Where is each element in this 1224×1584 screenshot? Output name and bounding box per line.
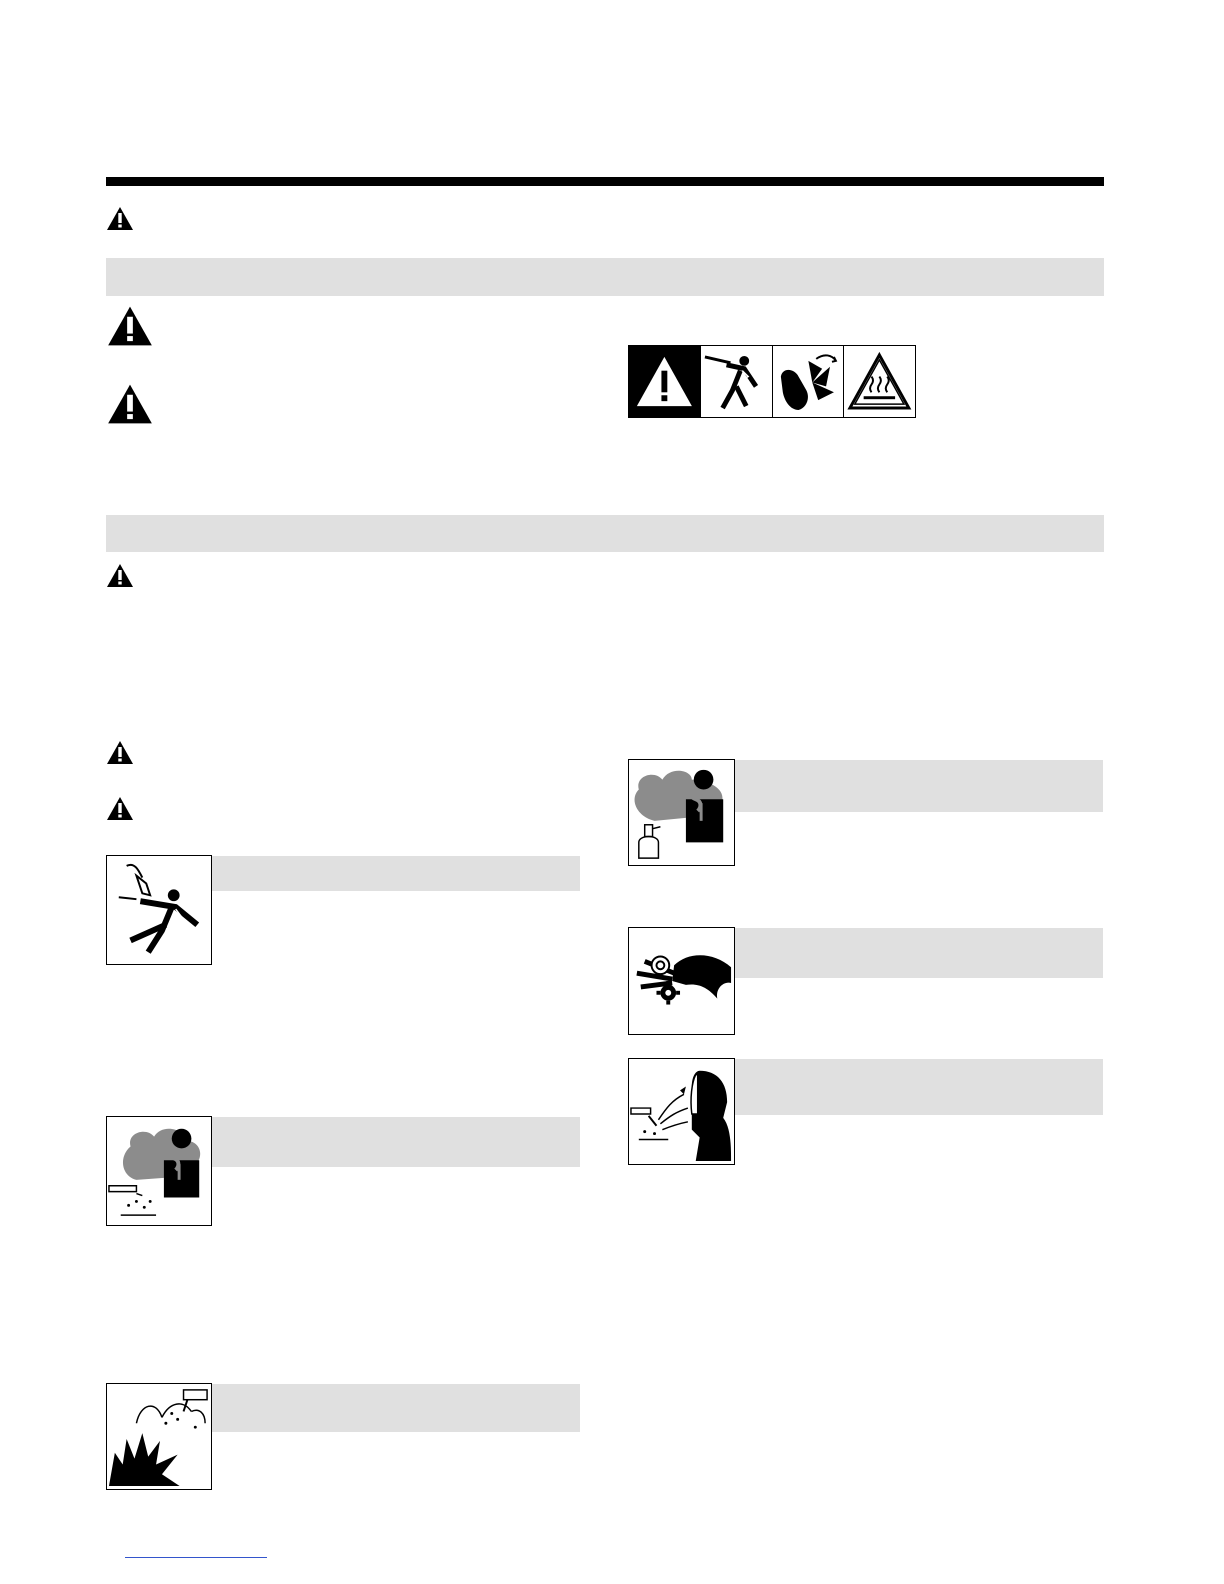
section-band-2: [106, 515, 1104, 552]
hot-surface-icon: [844, 346, 915, 417]
warning-triangle-icon: [106, 563, 134, 588]
moving-parts-fan-icon: [773, 346, 845, 417]
warning-triangle-icon: [106, 383, 154, 425]
arc-rays-helmet-icon: [628, 1058, 735, 1165]
hazard-symbol-strip: [628, 345, 916, 418]
warning-triangle-icon: [106, 206, 134, 231]
hazard-header-band: [735, 760, 1103, 812]
electric-shock-icon: [106, 855, 212, 965]
hazard-header-band: [212, 856, 580, 891]
header-rule: [106, 177, 1104, 186]
hazard-header-band: [735, 928, 1103, 978]
danger-triangle-icon: [106, 305, 154, 347]
hazard-header-band: [212, 1117, 580, 1167]
hazard-header-band: [735, 1059, 1103, 1115]
hazard-header-band: [212, 1384, 580, 1432]
cylinder-fumes-icon: [628, 759, 735, 866]
footer-link-underline[interactable]: [125, 1557, 267, 1558]
warning-triangle-icon: [106, 740, 134, 765]
fumes-gases-icon: [106, 1116, 212, 1226]
warning-icon: [629, 346, 701, 417]
section-band-1: [106, 258, 1104, 296]
moving-parts-gears-icon: [628, 927, 735, 1035]
warning-triangle-icon: [106, 796, 134, 821]
electric-shock-icon: [701, 346, 773, 417]
fire-explosion-icon: [106, 1383, 212, 1490]
